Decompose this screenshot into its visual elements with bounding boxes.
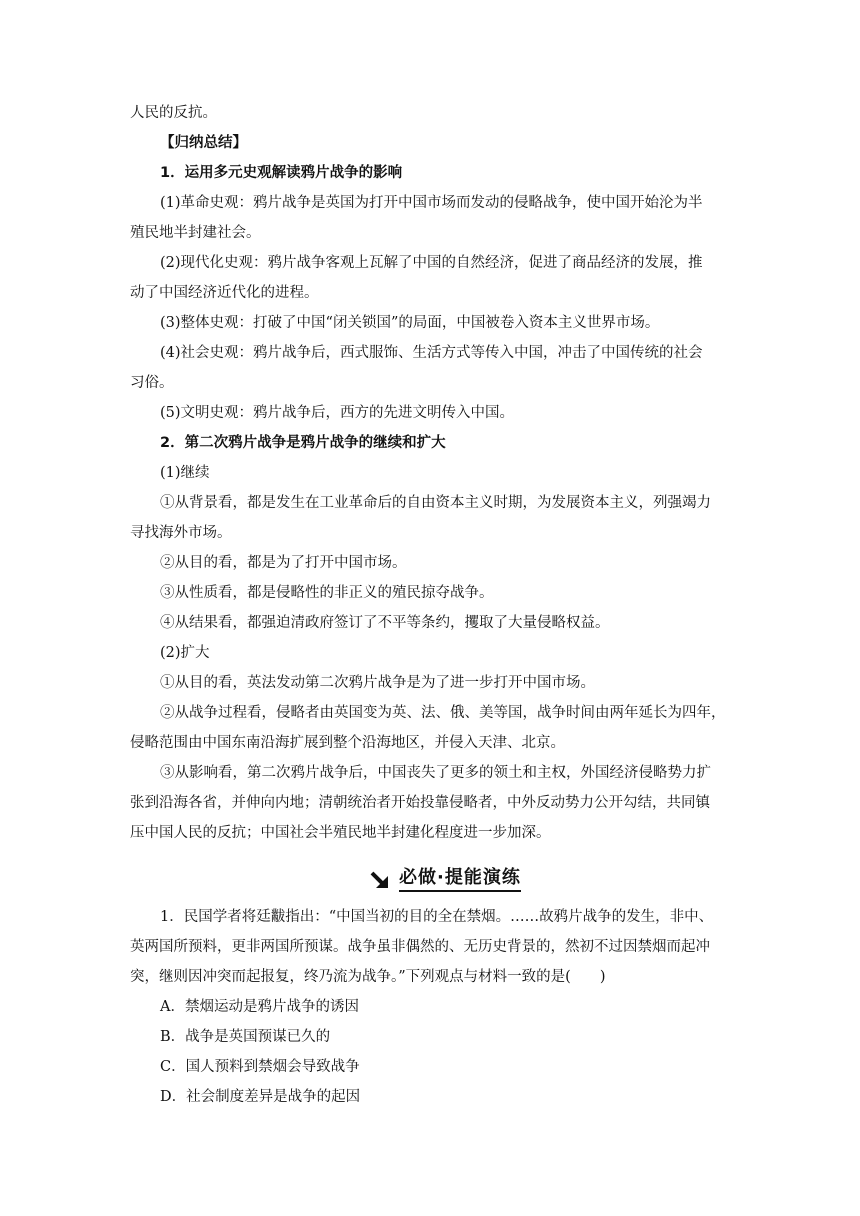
text-line: ③从性质看，都是侵略性的非正义的殖民掠夺战争。 — [160, 585, 494, 601]
arrow-down-right-icon — [369, 867, 393, 891]
text-line: 人民的反抗。 — [130, 105, 217, 121]
text-line: (2)现代化史观：鸦片战争客观上瓦解了中国的自然经济，促进了商品经济的发展，推 — [160, 255, 703, 271]
expand-label: (2)扩大 — [160, 645, 210, 661]
text-line: (5)文明史观：鸦片战争后，西方的先进文明传入中国。 — [160, 405, 515, 421]
text-line: 侵略范围由中国东南沿海扩展到整个沿海地区，并侵入天津、北京。 — [130, 735, 565, 751]
question-line: 突，继则因冲突而起报复，终乃流为战争。”下列观点与材料一致的是( ) — [130, 969, 606, 985]
summary-heading: 【归纳总结】 — [160, 135, 247, 151]
text-line: ②从战争过程看，侵略者由英国变为英、法、俄、美等国，战争时间由两年延长为四年， — [160, 705, 726, 721]
text-line: 压中国人民的反抗；中国社会半殖民地半封建化程度进一步加深。 — [130, 825, 551, 841]
text-line: 殖民地半封建社会。 — [130, 225, 261, 241]
text-line: (4)社会史观：鸦片战争后，西式服饰、生活方式等传入中国，冲击了中国传统的社会 — [160, 345, 703, 361]
text-line: (1)革命史观：鸦片战争是英国为打开中国市场而发动的侵略战争，使中国开始沦为半 — [160, 195, 703, 211]
option-a[interactable]: A．禁烟运动是鸦片战争的诱因 — [160, 999, 359, 1015]
text-line: 习俗。 — [130, 375, 174, 391]
question-line: 1．民国学者将廷黻指出：“中国当初的目的全在禁烟。……故鸦片战争的发生，非中、 — [160, 909, 714, 925]
text-line: 张到沿海各省，并伸向内地；清朝统治者开始投靠侵略者，中外反动势力公开勾结，共同镇 — [130, 795, 710, 811]
point2-title: 2．第二次鸦片战争是鸦片战争的继续和扩大 — [160, 435, 446, 451]
text-line: ③从影响看，第二次鸦片战争后，中国丧失了更多的领土和主权，外国经济侵略势力扩 — [160, 765, 711, 781]
option-d[interactable]: D．社会制度差异是战争的起因 — [160, 1089, 361, 1105]
point1-title: 1．运用多元史观解读鸦片战争的影响 — [160, 165, 403, 181]
question-line: 英两国所预料，更非两国所预谋。战争虽非偶然的、无历史背景的，然初不过因禁烟而起冲 — [130, 939, 710, 955]
practice-section-heading — [369, 866, 521, 892]
option-c[interactable]: C．国人预料到禁烟会导致战争 — [160, 1059, 360, 1075]
text-line: (3)整体史观：打破了中国“闭关锁国”的局面，中国被卷入资本主义世界市场。 — [160, 315, 660, 331]
text-line: ①从背景看，都是发生在工业革命后的自由资本主义时期，为发展资本主义，列强竭力 — [160, 495, 711, 511]
option-b[interactable]: B．战争是英国预谋已久的 — [160, 1029, 331, 1045]
text-line: ④从结果看，都强迫清政府签订了不平等条约，攫取了大量侵略权益。 — [160, 615, 610, 631]
practice-title: 必做·提能演练 — [399, 867, 521, 892]
text-line: 动了中国经济近代化的进程。 — [130, 285, 319, 301]
continue-label: (1)继续 — [160, 465, 210, 481]
text-line: 寻找海外市场。 — [130, 525, 232, 541]
text-line: ①从目的看，英法发动第二次鸦片战争是为了进一步打开中国市场。 — [160, 675, 595, 691]
text-line: ②从目的看，都是为了打开中国市场。 — [160, 555, 407, 571]
